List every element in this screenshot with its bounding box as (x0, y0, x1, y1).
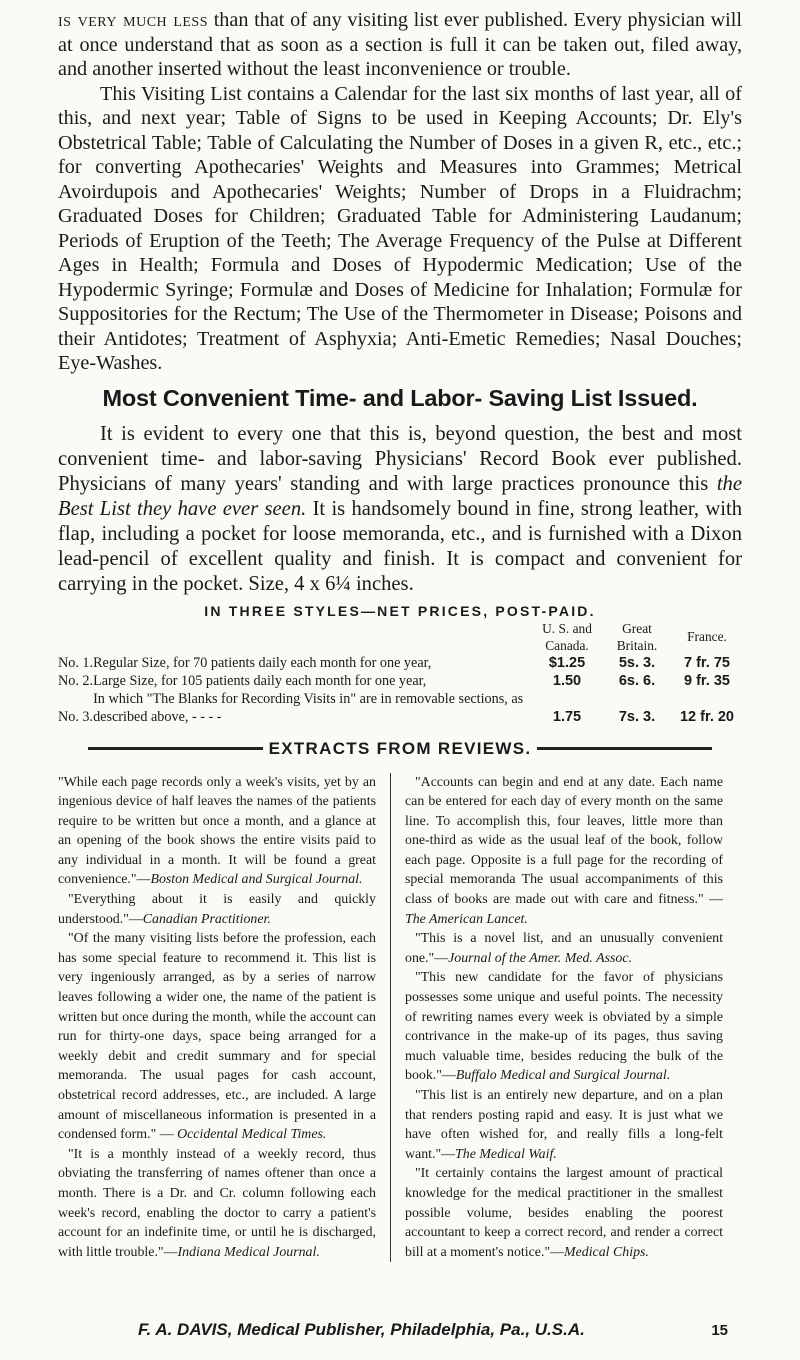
description-text-1: It is evident to every one that this is, beyond question, the best and most convenient time- and labor-saving Physicians' Record Book ever published. Physicians of many years' standing and with large practices pronounce this (58, 422, 742, 495)
review-text: "This is a novel list, and an unusually convenient one."— (405, 931, 723, 966)
intro-lead-in: is very much less (58, 9, 209, 31)
price-header-us: U. S. and Canada. (542, 620, 592, 653)
style-number: No. 3. (58, 708, 94, 725)
extracts-title: EXTRACTS FROM REVIEWS. (268, 738, 532, 758)
style-description: Large Size, for 105 patients daily each month for one year, (93, 672, 427, 689)
review-source: Boston Medical and Surgical Journal. (150, 872, 363, 888)
review-text: "Accounts can begin and end at any date. Each name can be entered for each day of every month on the same line. To accomplish this, four leaves, little more than one-third as wide as the usual leaf of the book, follow each page. Opposite is a full page for the recording of special memoranda The usual accompaniments of this class of books are made out with care and fitness." — (405, 774, 723, 908)
intro-paragraph-2: This Visiting List contains a Calendar for the last six months of last year, all of this, and next year; Table of Signs to be used in Keeping Accounts; Dr. Ely's Obstetrical Table; Table of Calculating the Number of Doses in a given R, etc., etc.; for converting Apothecaries' Weights and Measures into Grammes; Metrical Avoirdupois and Apothecaries' Weights; Number of Drops in a Fluidrachm; Graduated Doses for Children; Graduated Table for Administering Laudanum; Periods of Eruption of the Teeth; The Average Frequency of the Pulse at Different Ages in Health; Formula and Doses of Hypodermic Medication; Use of the Hypodermic Syringe; Formulæ and Doses of Medicine for Inhalation; Formulæ for Suppositories for the Rectum; The Use of the Thermometer in Disease; Poisons and their Antidotes; Treatment of Asphyxia; Anti-Emetic Remedies; Nasal Douches; Eye-Washes. (58, 82, 742, 374)
review-item (58, 773, 376, 891)
page-number: 15 (711, 1322, 728, 1339)
review-item (405, 1164, 723, 1262)
price-gb: 5s. 3. (618, 654, 656, 671)
description-quote: the Best List they have ever seen. (58, 472, 742, 520)
price-table-title: IN THREE STYLES—NET PRICES, POST-PAID. (204, 602, 596, 619)
price-table (58, 620, 742, 726)
price-row (58, 672, 742, 690)
intro-paragraph-1 (58, 8, 742, 82)
banner-rule-right (537, 747, 712, 750)
intro-text (58, 8, 742, 376)
style-number: No. 2. (58, 672, 94, 689)
style-description: Regular Size, for 70 patients daily each month for one year, (93, 654, 432, 671)
review-source: The American Lancet. (405, 911, 528, 927)
review-text: "Everything about it is easily and quickly understood."— (58, 892, 376, 927)
description-text-2: It is handsomely bound in fine, strong leather, with flap, including a pocket for loose memoranda, etc., and is furnished with a Dixon lead-pencil of excellent quality and finish. It is compact and convenient for carrying in the pocket. Size, 4 x 6¼ inches. (58, 497, 742, 595)
price-header-fr: France. (687, 629, 727, 644)
price-fr: 12 fr. 20 (679, 708, 734, 725)
review-source: The Medical Waif. (455, 1146, 557, 1162)
review-item (58, 1145, 376, 1263)
price-fr: 9 fr. 35 (684, 672, 730, 689)
review-source: Canadian Practitioner. (142, 911, 271, 927)
style-number: No. 1. (58, 654, 94, 671)
style-description: In which "The Blanks for Recording Visits in" are in removable sections, as described above, - - - - (93, 690, 524, 725)
page-footer (58, 1320, 742, 1340)
review-text: "This list is an entirely new departure, and on a plan that renders posting rapid and easy. It is just what we have often wished for, and really fills a long-felt want."— (405, 1088, 723, 1162)
price-us: 1.50 (552, 672, 582, 689)
review-item (58, 929, 376, 1145)
review-source: Buffalo Medical and Surgical Journal. (455, 1068, 671, 1084)
review-text: "It certainly contains the largest amount of practical knowledge for the medical practitioner in the smallest possible volume, besides enabling the poorest accountant to keep a correct record, and render a correct bill at a moment's notice."— (405, 1166, 723, 1260)
review-source: Journal of the Amer. Med. Assoc. (448, 950, 632, 966)
review-item (405, 773, 723, 930)
reviews-right-column (390, 773, 723, 1263)
reviews-columns (58, 773, 742, 1263)
review-text: "It is a monthly instead of a weekly record, thus obviating the transferring of names oftener than once a month. There is a Dr. and Cr. column following each week's record, enabling the doctor to carry a patient's account for an indefinite time, or until he is discharged, with little trouble."— (58, 1146, 376, 1260)
intro-paragraph-1-text: than that of any visiting list ever published. Every physician will at once understand that as soon as a section is full it can be taken out, filed away, and another inserted without the least inconvenience or trouble. (58, 9, 743, 80)
price-gb: 7s. 3. (618, 708, 656, 725)
review-text: "This new candidate for the favor of physicians possesses some unique and useful points. The necessity of rewriting names every week is obviated by a simple contrivance in the make-up of its pages, thus saving much valuable time, besides reducing the bulk of the book."— (405, 970, 723, 1084)
publisher-imprint: F. A. DAVIS, Medical Publisher, Philadelphia, Pa., U.S.A. (138, 1320, 585, 1339)
review-source: Occidental Medical Times. (177, 1127, 327, 1143)
price-fr: 7 fr. 75 (684, 654, 730, 671)
price-header-gb: Great Britain. (616, 620, 658, 653)
review-source: Medical Chips. (564, 1244, 649, 1260)
banner-rule-left (88, 747, 263, 750)
price-us: $1.25 (548, 654, 586, 671)
description-paragraph (58, 422, 742, 597)
price-row (58, 690, 742, 726)
review-text: "While each page records only a week's visits, yet by an ingenious device of half leaves the names of the patients require to be written but once a month, and a glance at an opening of the book shows the entire visits paid to any individual in a month. It will be found a great convenience."— (58, 774, 376, 888)
price-row (58, 654, 742, 672)
review-text: "Of the many visiting lists before the profession, each has some special feature to recommend it. This list is very ingeniously arranged, as by a series of narrow leaves following a wider one, the name of the patient is written but once during the month, while the account can run for thirty-one days, space being arranged for a weekly debit and credit summary and for special memoranda. The usual pages for cash account, obstetrical record addresses, etc., are included. A large amount of miscellaneous information is presented in a condensed form." — (58, 931, 376, 1143)
reviews-left-column (58, 773, 390, 1263)
review-item (405, 968, 723, 1086)
review-item (58, 890, 376, 929)
section-heading: Most Convenient Time- and Labor- Saving List Issued. (102, 384, 698, 411)
extracts-banner (58, 739, 742, 759)
price-gb: 6s. 6. (618, 672, 656, 689)
review-source: Indiana Medical Journal. (177, 1244, 320, 1260)
review-item (405, 929, 723, 968)
price-us: 1.75 (552, 708, 582, 725)
review-item (405, 1086, 723, 1164)
